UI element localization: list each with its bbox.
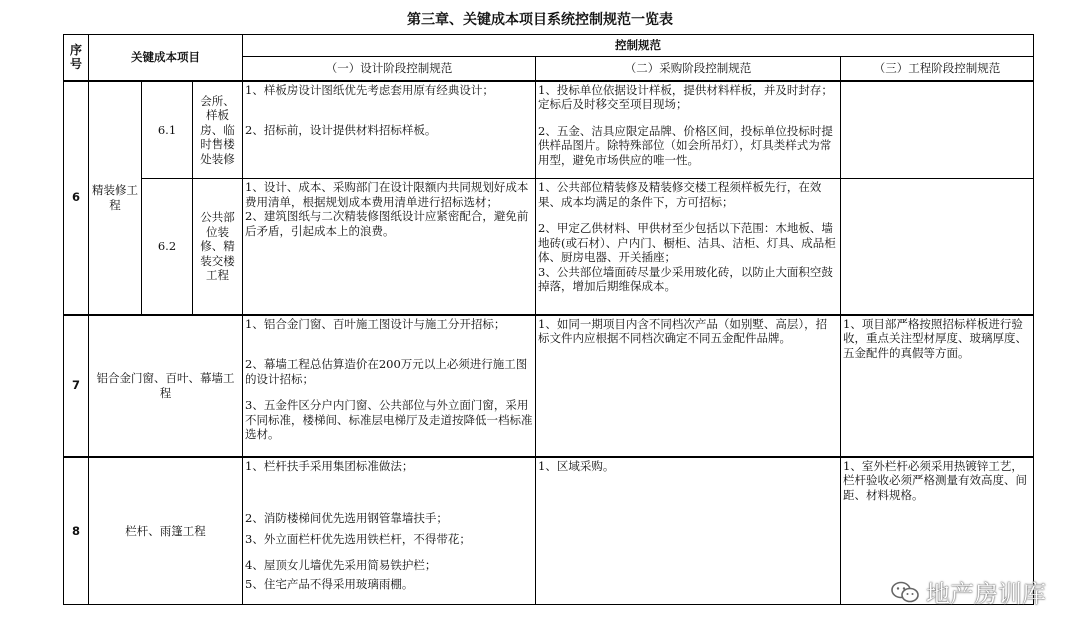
design-clause: 1、铝合金门窗、百叶施工图设计与施工分开招标；	[245, 316, 506, 331]
design-cell	[243, 457, 536, 605]
watermark	[890, 574, 1046, 609]
wechat-icon	[890, 580, 920, 604]
design-clause: 1、栏杆扶手采用集团标准做法；	[245, 458, 414, 473]
purchase-clause: 1、投标单位依据设计样板，提供材料样板，并及时封存；定标后及时移交至项目现场；	[538, 82, 833, 111]
row-number: 7	[64, 315, 89, 457]
purchase-clause: 1、公共部位精装修及精装修交楼工程须样板先行，在效果、成本均满足的条件下，方可招标；	[538, 180, 822, 209]
item-name: 精装修工程	[89, 81, 142, 315]
table-row	[64, 457, 1034, 605]
sub-item-code: 6.2	[142, 179, 193, 315]
engineering-clause: 1、室外栏杆必须采用热镀锌工艺，栏杆验收必须严格测量有效高度、间距、材料规格。	[843, 458, 1028, 502]
header-purchase: （二）采购阶段控制规范	[536, 57, 841, 81]
design-clause: 1、样板房设计图纸优先考虑套用原有经典设计；	[245, 82, 494, 97]
sub-item-name: 公共部位装修、精装交楼工程	[193, 179, 243, 315]
design-clause: 5、住宅产品不得采用玻璃雨棚。	[245, 576, 414, 591]
purchase-clause: 1、如同一期项目内含不同档次产品（如别墅、高层），招标文件内应根据不同档次确定不同五金配件品牌。	[538, 316, 828, 345]
engineering-cell	[841, 179, 1034, 315]
row-number: 8	[64, 457, 89, 605]
design-cell	[243, 179, 536, 315]
purchase-clause: 2、甲定乙供材料、甲供材至少包括以下范围：木地板、墙地砖(或石材）、户内门、橱柜、洁具、洁柜、灯具、成品柜体、厨房电器、开关插座；	[538, 221, 836, 264]
design-clause: 2、幕墙工程总估算造价在200万元以上必须进行施工图的设计招标；	[245, 357, 528, 386]
purchase-cell	[536, 81, 841, 179]
item-name: 栏杆、雨篷工程	[89, 457, 243, 605]
engineering-cell	[841, 81, 1034, 179]
purchase-cell	[536, 315, 841, 457]
header-engineering: （三）工程阶段控制规范	[841, 57, 1034, 81]
purchase-clause: 2、五金、洁具应限定品牌、价格区间，投标单位投标时提供样品图片。除特殊部位（如会所吊灯），灯具类样式为常用型，避免市场供应的唯一性。	[538, 123, 833, 167]
engineering-cell	[841, 315, 1034, 457]
design-cell	[243, 315, 536, 457]
sub-item-name: 会所、样板房、临时售楼处装修	[193, 81, 243, 179]
design-clause: 2、招标前，设计提供材料招标样板。	[245, 123, 437, 137]
cost-control-table	[63, 34, 1034, 605]
purchase-cell	[536, 457, 841, 605]
design-cell	[243, 81, 536, 179]
purchase-cell	[536, 179, 841, 315]
table-row	[64, 315, 1034, 457]
engineering-clause: 1、项目部严格按照招标样板进行验收，重点关注型材厚度、玻璃厚度、五金配件的真假等方面。	[843, 316, 1028, 360]
header-seq: 序号	[64, 35, 89, 81]
watermark-text: 地产房训库	[926, 580, 1046, 608]
design-clause: 2、建筑图纸与二次精装修图纸设计应紧密配合，避免前后矛盾，引起成本上的浪费。	[245, 209, 529, 238]
design-clause: 2、消防楼梯间优先选用钢管靠墙扶手；	[245, 511, 448, 525]
table-row	[64, 179, 1034, 315]
row-number: 6	[64, 81, 89, 315]
sub-item-code: 6.1	[142, 81, 193, 179]
header-item: 关键成本项目	[89, 35, 243, 81]
page-title: 第三章、关键成本项目系统控制规范一览表	[407, 12, 673, 28]
design-clause: 1、设计、成本、采购部门在设计限额内共同规划好成本费用清单，根据规划成本费用清单进行招标选材；	[245, 180, 529, 209]
header-design: （一）设计阶段控制规范	[243, 57, 536, 81]
item-name: 铝合金门窗、百叶、幕墙工程	[89, 315, 243, 457]
header-control: 控制规范	[243, 35, 1034, 57]
purchase-clause: 1、区域采购。	[538, 458, 615, 473]
purchase-clause: 3、公共部位墙面砖尽量少采用玻化砖，以防止大面积空鼓掉落，增加后期维保成本。	[538, 264, 833, 293]
design-clause: 3、五金件区分户内门窗、公共部位与外立面门窗，采用不同标准，楼梯间、标准层电梯厅及走道按降低一档标准选材。	[245, 398, 533, 441]
header-row-1	[64, 35, 1034, 57]
design-clause: 3、外立面栏杆优先选用铁栏杆，不得带花；	[245, 531, 471, 546]
table-row	[64, 81, 1034, 179]
design-clause: 4、屋顶女儿墙优先采用简易铁护栏；	[245, 558, 437, 572]
